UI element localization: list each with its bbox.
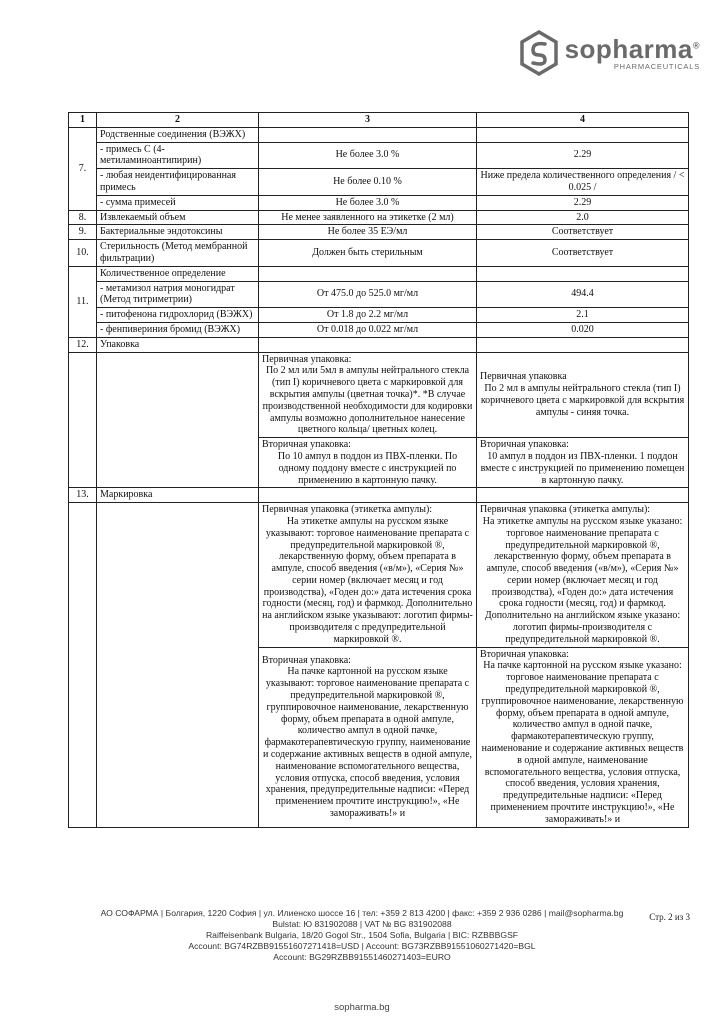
result-value: Соответствует	[477, 225, 689, 240]
result-value: 0.020	[477, 322, 689, 337]
result-value: 2.29	[477, 142, 689, 169]
table-row	[69, 322, 689, 337]
param-name: Бактериальные эндотоксины	[97, 225, 259, 240]
block-title: Вторичная упаковка:	[262, 439, 351, 451]
block-title: Первичная упаковка (этикетка ампулы):	[262, 504, 433, 516]
row-number: 12.	[69, 337, 97, 352]
row-number: 13.	[69, 488, 97, 503]
param-name: - метамизол натрия моногидрат (Метод титриметрии)	[97, 281, 259, 308]
param-name: Стерильность (Метод мембранной фильтрации)	[97, 240, 259, 267]
brand-subtitle: PHARMACEUTICALS	[613, 61, 700, 71]
secondary-packaging-spec	[259, 438, 477, 488]
col-header-1: 1	[69, 113, 97, 128]
row-number: 10.	[69, 240, 97, 267]
footer-account-euro: Account: BG29RZBB91551460271403=EURO	[273, 952, 451, 962]
col-header-3: 3	[259, 113, 477, 128]
page-number: Стр. 2 из 3	[649, 912, 690, 922]
row-number: 7.	[69, 127, 97, 210]
table-row	[69, 503, 689, 648]
param-name: Упаковка	[97, 337, 259, 352]
spec-table	[68, 112, 689, 828]
company-logo	[519, 30, 700, 76]
table-header-row	[69, 113, 689, 128]
registered-mark: ®	[692, 40, 700, 51]
secondary-labeling-spec	[259, 647, 477, 827]
result-value: Соответствует	[477, 240, 689, 267]
table-row	[69, 337, 689, 352]
spec-value: Не более 3.0 %	[259, 195, 477, 210]
col-header-4: 4	[477, 113, 689, 128]
table-row	[69, 225, 689, 240]
table-row	[69, 210, 689, 225]
table-row	[69, 240, 689, 267]
block-text: По 2 мл в ампулы нейтрального стекла (тип I) коричневого цвета с маркировкой для вскрытия ампулы - синяя точка.	[480, 383, 685, 418]
footer-bank: Raiffeisenbank Bulgaria, 18/20 Gogol Str., 1504 Sofia, Bulgaria | BIC: RZBBBGSF	[205, 930, 519, 940]
row-title: Родственные соединения (ВЭЖХ)	[97, 127, 259, 142]
company-footer	[0, 908, 724, 963]
spec-value: Не менее заявленного на этикетке (2 мл)	[259, 210, 477, 225]
primary-packaging-result	[477, 352, 689, 438]
spec-value: Не более 3.0 %	[259, 142, 477, 169]
table-row	[69, 127, 689, 142]
primary-packaging-spec	[259, 352, 477, 438]
param-name: - любая неидентифицированная примесь	[97, 169, 259, 196]
result-value: 2.1	[477, 308, 689, 323]
spec-value: Не более 0.10 %	[259, 169, 477, 196]
col-header-2: 2	[97, 113, 259, 128]
table-row	[69, 308, 689, 323]
block-title: Первичная упаковка:	[262, 353, 352, 365]
table-row	[69, 281, 689, 308]
spec-value: От 475.0 до 525.0 мг/мл	[259, 281, 477, 308]
row-number: 11.	[69, 266, 97, 337]
spec-value: Должен быть стерильным	[259, 240, 477, 267]
table-row	[69, 488, 689, 503]
block-title: Вторичная упаковка:	[262, 654, 351, 666]
block-text: На пачке картонной на русском языке указывают: торговое наименование препарата с предупредительной маркировкой ®, группировочное наименование, лекарственную форму, объем препарата в одной ампуле, количество ампул в одной пачке, фармакотерапевтическую группу, наименование и содержание активных веществ в одной ампуле, наименование вспомогательного вещества, условия отпуска, способ введения, условия хранения, предупредительные надписи: «Перед применением прочтите инструкцию!», «Не замораживать!» и	[262, 666, 473, 819]
spec-value: Не более 35 ЕЭ/мл	[259, 225, 477, 240]
table-row	[69, 266, 689, 281]
block-title: Первичная упаковка (этикетка ампулы):	[480, 504, 651, 516]
block-title: Вторичная упаковка:	[480, 648, 569, 660]
block-text: На этикетке ампулы на русском языке указывают: торговое наименование препарата с предупредительной маркировкой ®, лекарственную форму, объем препарата в ампуле, способ введения («в/м»), «Серия №» серии номер (включает месяц и год производства), «Годен до:» дата истечения срока годности (месяц, год) и фармкод. Дополнительно на английском языке указывают: логотип фирмы-производителя с предупредительной маркировкой ®.	[262, 515, 473, 645]
result-value: 494.4	[477, 281, 689, 308]
table-row	[69, 352, 689, 438]
spec-value: От 1.8 до 2.2 мг/мл	[259, 308, 477, 323]
param-name: Маркировка	[97, 488, 259, 503]
primary-labeling-result	[477, 503, 689, 648]
brand-name: sopharma	[564, 33, 693, 64]
website-link[interactable]: sopharma.bg	[334, 1002, 390, 1013]
row-number: 9.	[69, 225, 97, 240]
result-value: 2.29	[477, 195, 689, 210]
block-title: Первичная упаковка	[480, 371, 567, 383]
secondary-packaging-result	[477, 438, 689, 488]
row-title: Количественное определение	[97, 266, 259, 281]
param-name: - фенпивериния бромид (ВЭЖХ)	[97, 322, 259, 337]
block-text: На этикетке ампулы на русском языке указано: торговое наименование препарата с предупредительной маркировкой ®, лекарственную форму, объем препарата в ампуле, способ введения («в/м»), «Серия №» серии номер (включает месяц и год производства), «Годен до:» дата истечения срока годности (месяц, год) и фармкод. Дополнительно на английском языке указано: логотип фирмы-производителя с предупредительной маркировкой ®.	[482, 515, 683, 645]
param-name: Извлекаемый объем	[97, 210, 259, 225]
footer-address: АО СОФАРМА | Болгария, 1220 София | ул. Илиенско шоссе 16 | тел: +359 2 813 4200 | факс: +359 2 936 0286 | mail@sopharma.bg	[100, 908, 624, 918]
param-name: - примесь С (4-метиламиноантипирин)	[97, 142, 259, 169]
block-text: По 2 мл или 5мл в ампулы нейтрального стекла (тип I) коричневого цвета с маркировкой для вскрытия ампулы (цветная точка)*. *В случае производственной необходимости для кодировки ампулы возможно дополнительное нанесение цветного кольца/ цветных колец.	[262, 365, 473, 436]
result-value: 2.0	[477, 210, 689, 225]
row-number: 8.	[69, 210, 97, 225]
block-text: 10 ампул в поддон из ПВХ-пленки. 1 поддон вместе с инструкцией по применению помещен в картонную пачку.	[480, 450, 685, 486]
primary-labeling-spec	[259, 503, 477, 648]
spec-value: От 0.018 до 0.022 мг/мл	[259, 322, 477, 337]
param-name: - сумма примесей	[97, 195, 259, 210]
param-name: - питофенона гидрохлорид (ВЭЖХ)	[97, 308, 259, 323]
table-row	[69, 195, 689, 210]
block-title: Вторичная упаковка:	[480, 439, 569, 451]
secondary-labeling-result	[477, 647, 689, 827]
block-text: На пачке картонной на русском языке указано: торговое наименование препарата с предупредительной маркировкой ®, группировочное наименование, лекарственную форму, объем препарата в одной ампуле, количество ампул в одной пачке, фармакотерапевтическую группу, наименование и содержание активных веществ в одной ампуле, наименование вспомогательного вещества, условия отпуска, способ введения, условия хранения, предупредительные надписи: «Перед применением прочтите инструкцию!», «Не замораживать!» и	[481, 660, 684, 825]
table-row	[69, 142, 689, 169]
footer-accounts: Account: BG74RZBB91551607271418=USD | Account: BG73RZBB91551060271420=BGL	[188, 941, 536, 951]
sopharma-hexagon-icon	[519, 30, 559, 76]
footer-registration: Bulstat: Ю 831902088 | VAT № BG 831902088	[272, 919, 452, 929]
result-value: Ниже предела количественного определения / < 0.025 /	[477, 169, 689, 196]
table-row	[69, 169, 689, 196]
block-text: По 10 ампул в поддон из ПВХ-пленки. По одному поддону вместе с инструкцией по применению в картонную пачку.	[277, 450, 458, 486]
